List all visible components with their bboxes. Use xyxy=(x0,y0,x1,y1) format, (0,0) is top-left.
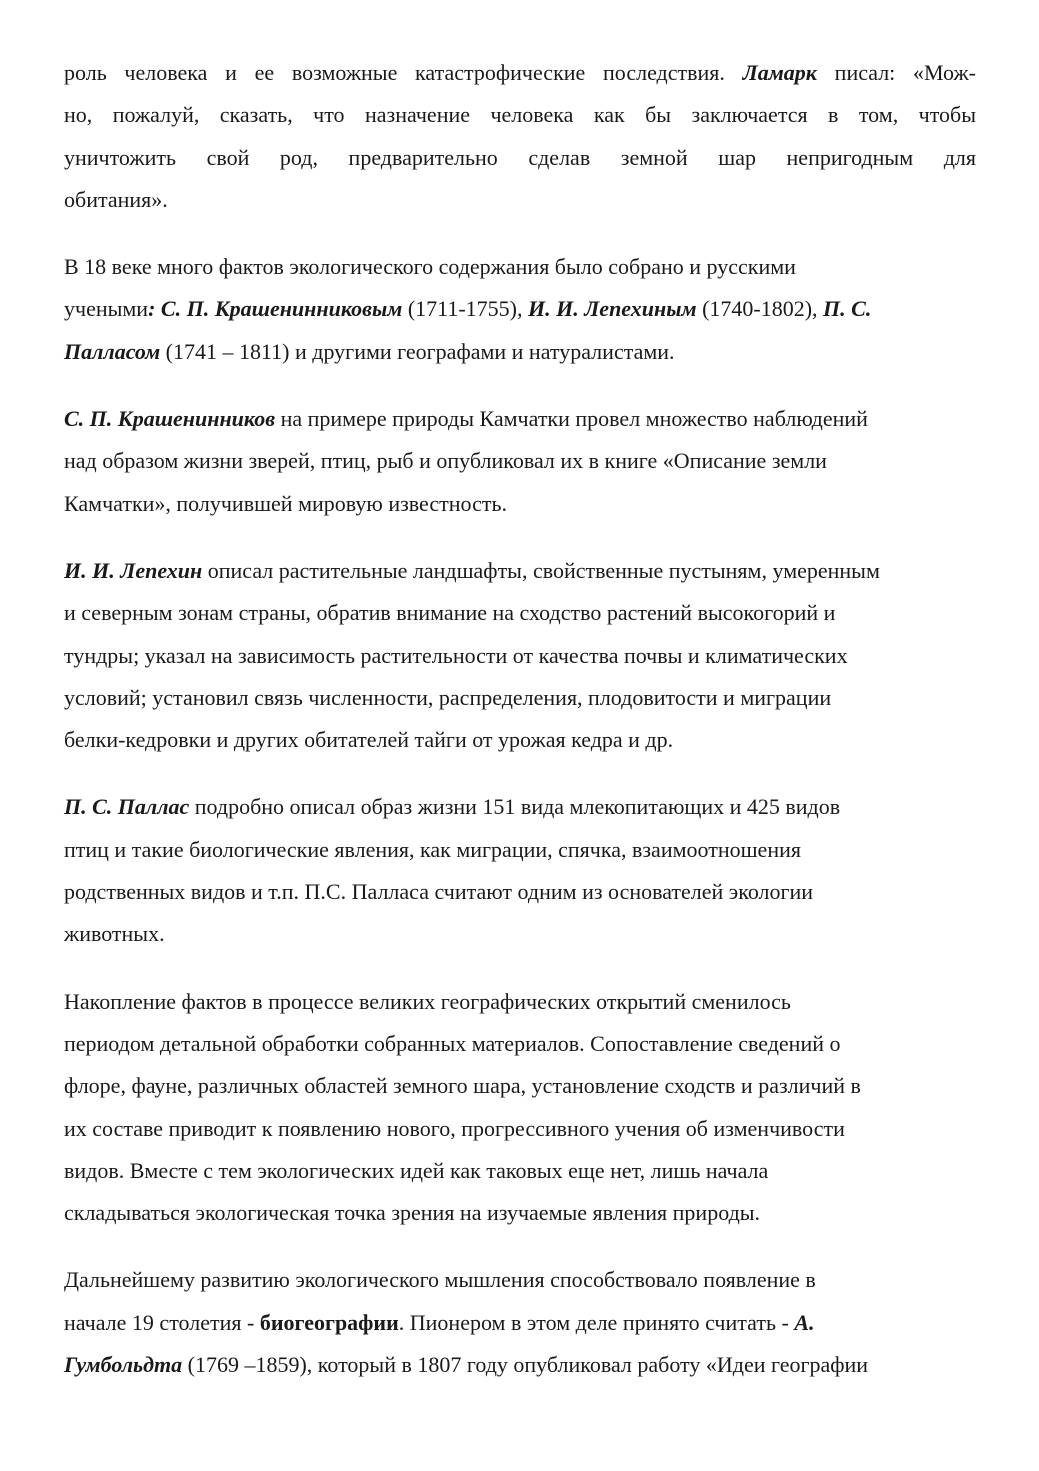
paragraph-biogeography xyxy=(64,1259,976,1386)
name-pallas-initials: П. С. xyxy=(823,296,872,322)
term-biogeography: биогеографии xyxy=(259,1309,399,1335)
text-line: обитания». xyxy=(64,186,168,212)
text-span: (1740-1802), xyxy=(696,296,824,322)
name-lamarck: Ламарк xyxy=(742,60,817,85)
text-span: (1769 –1859), который в 1807 году опубликовал работу «Идеи географии xyxy=(182,1352,869,1378)
text-line xyxy=(64,331,976,373)
text-line xyxy=(64,550,976,592)
text-line: Камчатки», получившей мировую известность. xyxy=(64,490,507,516)
name-krasheninnikov: С. П. Крашенинников xyxy=(64,406,276,432)
text-span: начале 19 столетия - xyxy=(64,1309,260,1335)
text-line: уничтожить свой род, предварительно сделав земной шар непригодным для xyxy=(64,144,976,170)
text-span: подробно описал образ жизни 151 вида млекопитающих и 425 видов xyxy=(189,794,841,820)
text-line: Дальнейшему развитию экологического мышления способствовало появление в xyxy=(64,1267,816,1293)
text-line: флоре, фауне, различных областей земного шара, установление сходств и различий в xyxy=(64,1073,861,1099)
name-humboldt: Гумбольдта xyxy=(64,1352,183,1378)
text-line: но, пожалуй, сказать, что назначение человека как бы заключается в том, чтобы xyxy=(64,102,976,128)
text-line: птиц и такие биологические явления, как миграции, спячка, взаимоотношения xyxy=(64,836,801,862)
name-krasheninnikov: С. П. Крашенинниковым xyxy=(160,296,403,322)
text-line: Накопление фактов в процессе великих географических открытий сменилось xyxy=(64,988,791,1014)
text-span: роль человека и ее возможные катастрофические последствия. xyxy=(64,60,743,85)
text-line: родственных видов и т.п. П.С. Палласа считают одним из основателей экологии xyxy=(64,879,814,905)
name-pallas: П. С. Паллас xyxy=(64,794,190,820)
text-line xyxy=(64,52,976,94)
text-line: тундры; указал на зависимость растительности от качества почвы и климатических xyxy=(64,642,848,668)
text-line xyxy=(64,288,976,330)
name-pallas: Палласом xyxy=(64,338,161,364)
text-span: описал растительные ландшафты, свойственные пустыням, умеренным xyxy=(202,557,880,583)
name-lepekhin: И. И. Лепехин xyxy=(64,557,203,583)
text-line: и северным зонам страны, обратив внимание на сходство растений высокогорий и xyxy=(64,600,836,626)
text-line: над образом жизни зверей, птиц, рыб и опубликовал их в книге «Описание земли xyxy=(64,448,827,474)
text-line: белки-кедровки и других обитателей тайги от урожая кедра и др. xyxy=(64,727,674,753)
paragraph-russian-scientists xyxy=(64,246,976,373)
paragraph-lepekhin xyxy=(64,550,976,761)
text-span: на примере природы Камчатки провел множество наблюдений xyxy=(275,406,868,432)
text-line xyxy=(64,786,976,828)
text-line: их составе приводит к появлению нового, прогрессивного учения об изменчивости xyxy=(64,1115,845,1141)
paragraph-pallas xyxy=(64,786,976,955)
text-line: животных. xyxy=(64,921,165,947)
text-line: условий; установил связь численности, распределения, плодовитости и миграции xyxy=(64,684,832,710)
document-page xyxy=(64,52,976,1386)
name-humboldt-initial: А. xyxy=(794,1309,815,1335)
text-span: учеными xyxy=(64,296,149,322)
text-span: писал: «Мож- xyxy=(816,60,977,85)
text-span: : xyxy=(148,296,156,322)
paragraph-accumulation xyxy=(64,981,976,1235)
paragraph-krasheninnikov xyxy=(64,398,976,525)
paragraph-lamarck xyxy=(64,52,976,221)
text-line: периодом детальной обработки собранных материалов. Сопоставление сведений о xyxy=(64,1030,841,1056)
text-span: . Пионером в этом деле принято считать - xyxy=(398,1309,795,1335)
name-lepekhin: И. И. Лепехиным xyxy=(527,296,697,322)
text-line: видов. Вместе с тем экологических идей как таковых еще нет, лишь начала xyxy=(64,1157,769,1183)
text-line: В 18 веке много фактов экологического содержания было собрано и русскими xyxy=(64,254,796,280)
text-line xyxy=(64,398,976,440)
text-line xyxy=(64,1302,976,1344)
text-line xyxy=(64,1344,976,1386)
text-span: (1741 – 1811) и другими географами и натуралистами. xyxy=(160,338,675,364)
text-line: складываться экологическая точка зрения на изучаемые явления природы. xyxy=(64,1200,761,1226)
text-span: (1711-1755), xyxy=(402,296,528,322)
